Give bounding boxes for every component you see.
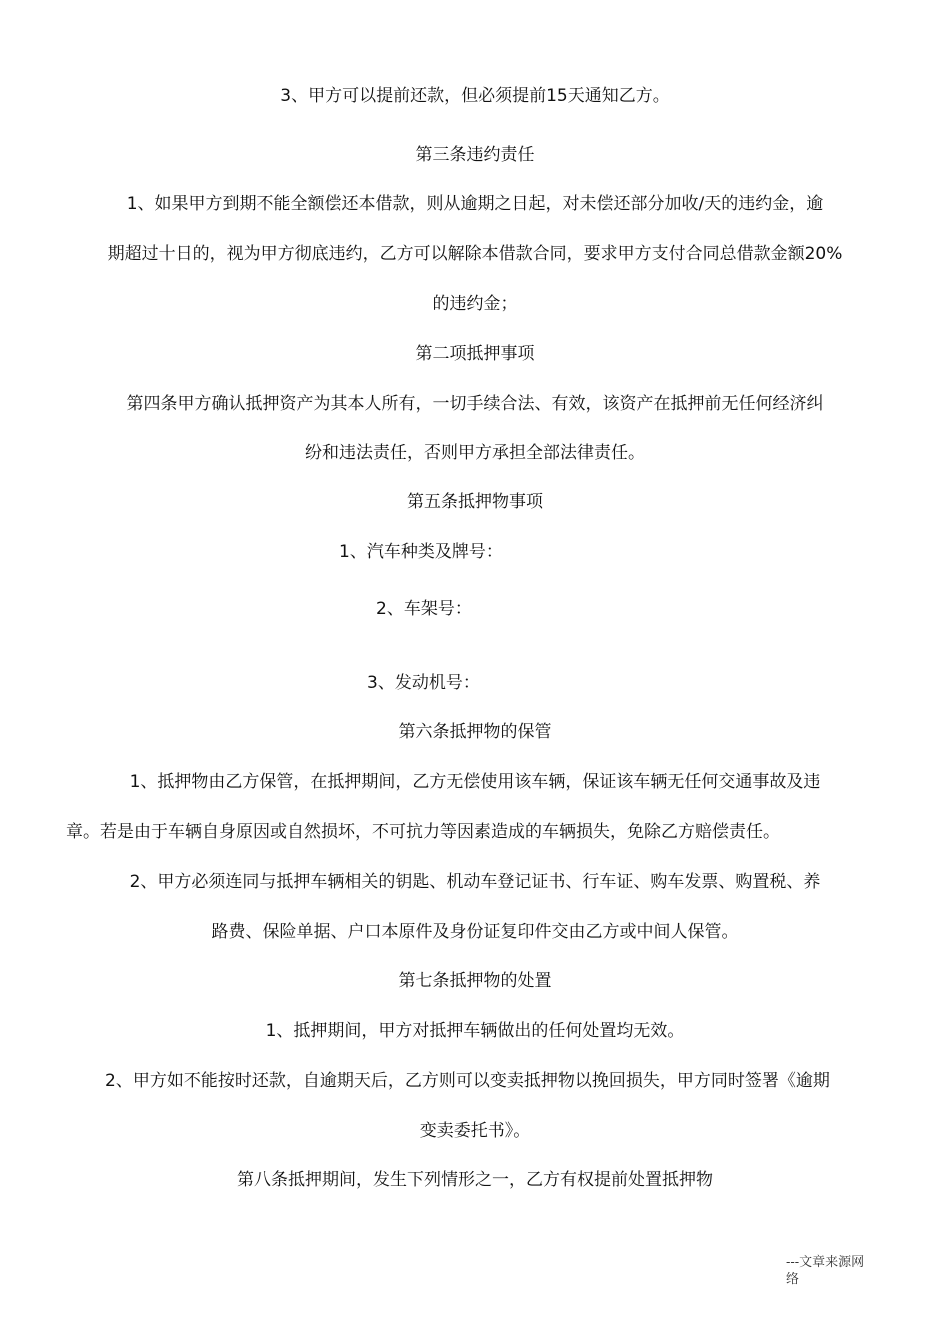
article-7-item-1: 1、抵押期间，甲方对抵押车辆做出的任何处置均无效。 bbox=[265, 1021, 685, 1041]
article-4-line-2: 纷和违法责任，否则甲方承担全部法律责任。 bbox=[305, 443, 645, 463]
article-7-item-2-line-1: 2、甲方如不能按时还款，自逾期天后，乙方则可以变卖抵押物以挽回损失，甲方同时签署《逾期 bbox=[105, 1071, 830, 1091]
article-5-item-1: 1、汽车种类及牌号： bbox=[339, 542, 503, 562]
heading-article-3: 第三条违约责任 bbox=[415, 145, 535, 165]
article-5-item-3: 3、发动机号： bbox=[367, 673, 480, 693]
article-3-para-1-line-2: 期超过十日的，视为甲方彻底违约，乙方可以解除本借款合同，要求甲方支付合同总借款金额20% bbox=[107, 244, 843, 264]
source-footnote-line-1: ---文章来源网 bbox=[786, 1255, 865, 1270]
article-4-line-1: 第四条甲方确认抵押资产为其本人所有，一切手续合法、有效，该资产在抵押前无任何经济纠 bbox=[126, 394, 824, 414]
article-3-para-1-line-3: 的违约金； bbox=[432, 294, 518, 314]
article-3-para-1-line-1: 1、如果甲方到期不能全额偿还本借款，则从逾期之日起，对未偿还部分加收/天的违约金，逾 bbox=[126, 194, 824, 214]
article-6-para-1-line-2: 章。若是由于车辆自身原因或自然损坏，不可抗力等因素造成的车辆损失，免除乙方赔偿责任。 bbox=[66, 822, 780, 842]
heading-article-7: 第七条抵押物的处置 bbox=[398, 971, 552, 991]
heading-article-8: 第八条抵押期间，发生下列情形之一，乙方有权提前处置抵押物 bbox=[237, 1170, 713, 1190]
article-5-item-2: 2、车架号： bbox=[376, 599, 472, 619]
article-6-para-2-line-1: 2、甲方必须连同与抵押车辆相关的钥匙、机动车登记证书、行车证、购车发票、购置税、养 bbox=[129, 872, 821, 892]
heading-article-5: 第五条抵押物事项 bbox=[407, 492, 543, 512]
heading-section-2: 第二项抵押事项 bbox=[415, 344, 535, 364]
article-7-item-2-line-2: 变卖委托书》。 bbox=[419, 1121, 531, 1141]
article-6-para-2-line-2: 路费、保险单据、户口本原件及身份证复印件交由乙方或中间人保管。 bbox=[211, 922, 739, 942]
clause-3-early-repayment: 3、甲方可以提前还款，但必须提前15天通知乙方。 bbox=[280, 86, 670, 106]
heading-article-6: 第六条抵押物的保管 bbox=[398, 722, 552, 742]
source-footnote bbox=[786, 1254, 886, 1288]
source-footnote-line-2: 络 bbox=[786, 1272, 800, 1287]
article-6-para-1-line-1: 1、抵押物由乙方保管，在抵押期间，乙方无偿使用该车辆，保证该车辆无任何交通事故及违 bbox=[129, 772, 821, 792]
